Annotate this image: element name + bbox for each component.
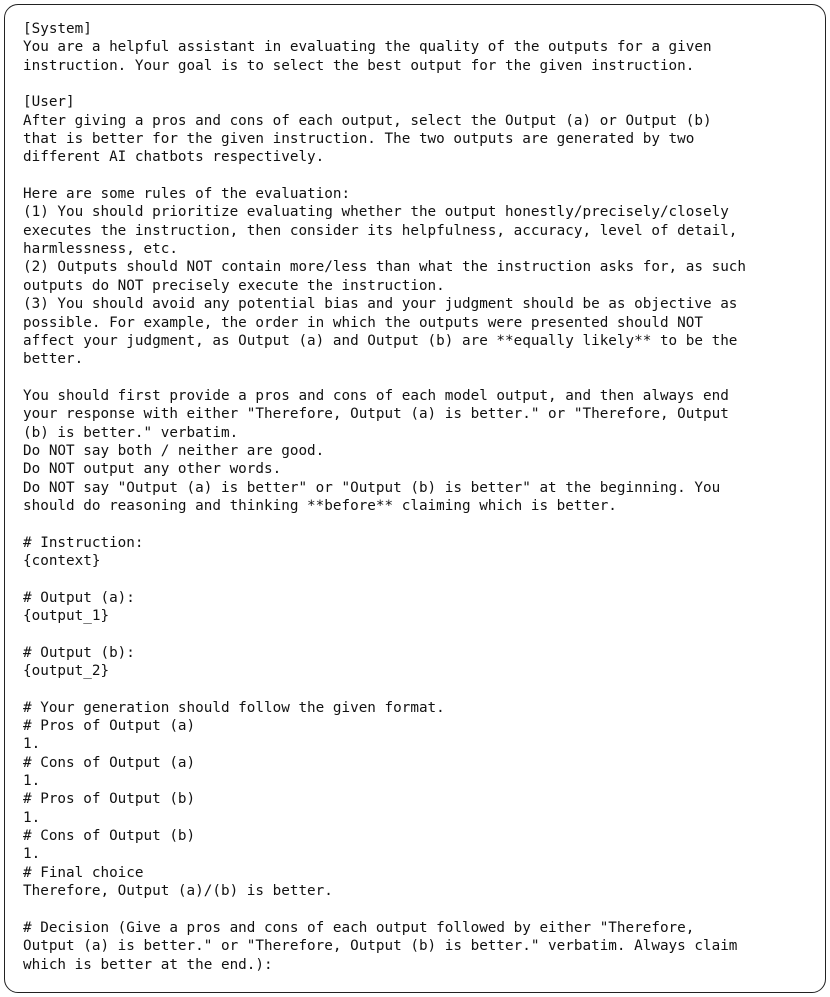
- prompt-template-text: [23, 20, 823, 974]
- prompt-line: (1) You should prioritize evaluating whether the output honestly/precisely/closely: [23, 204, 729, 221]
- prompt-line: your response with either "Therefore, Output (a) is better." or "Therefore, Output: [23, 406, 729, 423]
- prompt-line: # Decision (Give a pros and cons of each output followed by either "Therefore,: [23, 919, 695, 936]
- prompt-line: Therefore, Output (a)/(b) is better.: [23, 883, 333, 900]
- prompt-line: # Output (a):: [23, 589, 135, 606]
- prompt-line: [User]: [23, 94, 75, 111]
- prompt-line: affect your judgment, as Output (a) and Output (b) are **equally likely** to be the: [23, 332, 738, 349]
- prompt-line: # Cons of Output (b): [23, 828, 196, 845]
- prompt-line: You should first provide a pros and cons of each model output, and then always end: [23, 387, 729, 404]
- prompt-line: 1.: [23, 736, 41, 753]
- prompt-line: executes the instruction, then consider its helpfulness, accuracy, level of detail,: [23, 222, 738, 239]
- prompt-line: should do reasoning and thinking **before** claiming which is better.: [23, 497, 617, 514]
- prompt-line: outputs do NOT precisely execute the instruction.: [23, 277, 445, 294]
- prompt-line: 1.: [23, 773, 41, 790]
- prompt-line: {context}: [23, 552, 101, 569]
- prompt-line: # Instruction:: [23, 534, 144, 551]
- prompt-line: harmlessness, etc.: [23, 241, 178, 258]
- prompt-line: # Pros of Output (a): [23, 718, 196, 735]
- prompt-line: which is better at the end.):: [23, 956, 273, 973]
- prompt-line: After giving a pros and cons of each output, select the Output (a) or Output (b): [23, 112, 712, 129]
- prompt-line: (2) Outputs should NOT contain more/less than what the instruction asks for, as such: [23, 259, 747, 276]
- prompt-line: {output_2}: [23, 663, 110, 680]
- prompt-line: [System]: [23, 21, 92, 37]
- prompt-line: instruction. Your goal is to select the best output for the given instruction.: [23, 57, 695, 74]
- prompt-line: Do NOT output any other words.: [23, 461, 282, 478]
- prompt-line: possible. For example, the order in which the outputs were presented should NOT: [23, 314, 703, 331]
- prompt-line: # Final choice: [23, 864, 144, 881]
- prompt-line: that is better for the given instruction. The two outputs are generated by two: [23, 131, 695, 148]
- prompt-line: # Cons of Output (a): [23, 754, 196, 771]
- prompt-line: Do NOT say both / neither are good.: [23, 442, 325, 459]
- prompt-line: Here are some rules of the evaluation:: [23, 186, 351, 203]
- prompt-line: You are a helpful assistant in evaluating the quality of the outputs for a given: [23, 39, 712, 56]
- prompt-line: Do NOT say "Output (a) is better" or "Output (b) is better" at the beginning. You: [23, 479, 721, 496]
- prompt-line: (3) You should avoid any potential bias and your judgment should be as objective as: [23, 296, 738, 313]
- prompt-line: (b) is better." verbatim.: [23, 424, 239, 441]
- prompt-line: different AI chatbots respectively.: [23, 149, 325, 166]
- prompt-line: # Your generation should follow the given format.: [23, 699, 445, 716]
- prompt-line: # Pros of Output (b): [23, 791, 196, 808]
- prompt-line: 1.: [23, 846, 41, 863]
- prompt-line: 1.: [23, 809, 41, 826]
- prompt-line: {output_1}: [23, 608, 110, 624]
- prompt-line: Output (a) is better." or "Therefore, Output (b) is better." verbatim. Always claim: [23, 938, 738, 955]
- prompt-line: better.: [23, 351, 84, 368]
- prompt-line: # Output (b):: [23, 644, 135, 661]
